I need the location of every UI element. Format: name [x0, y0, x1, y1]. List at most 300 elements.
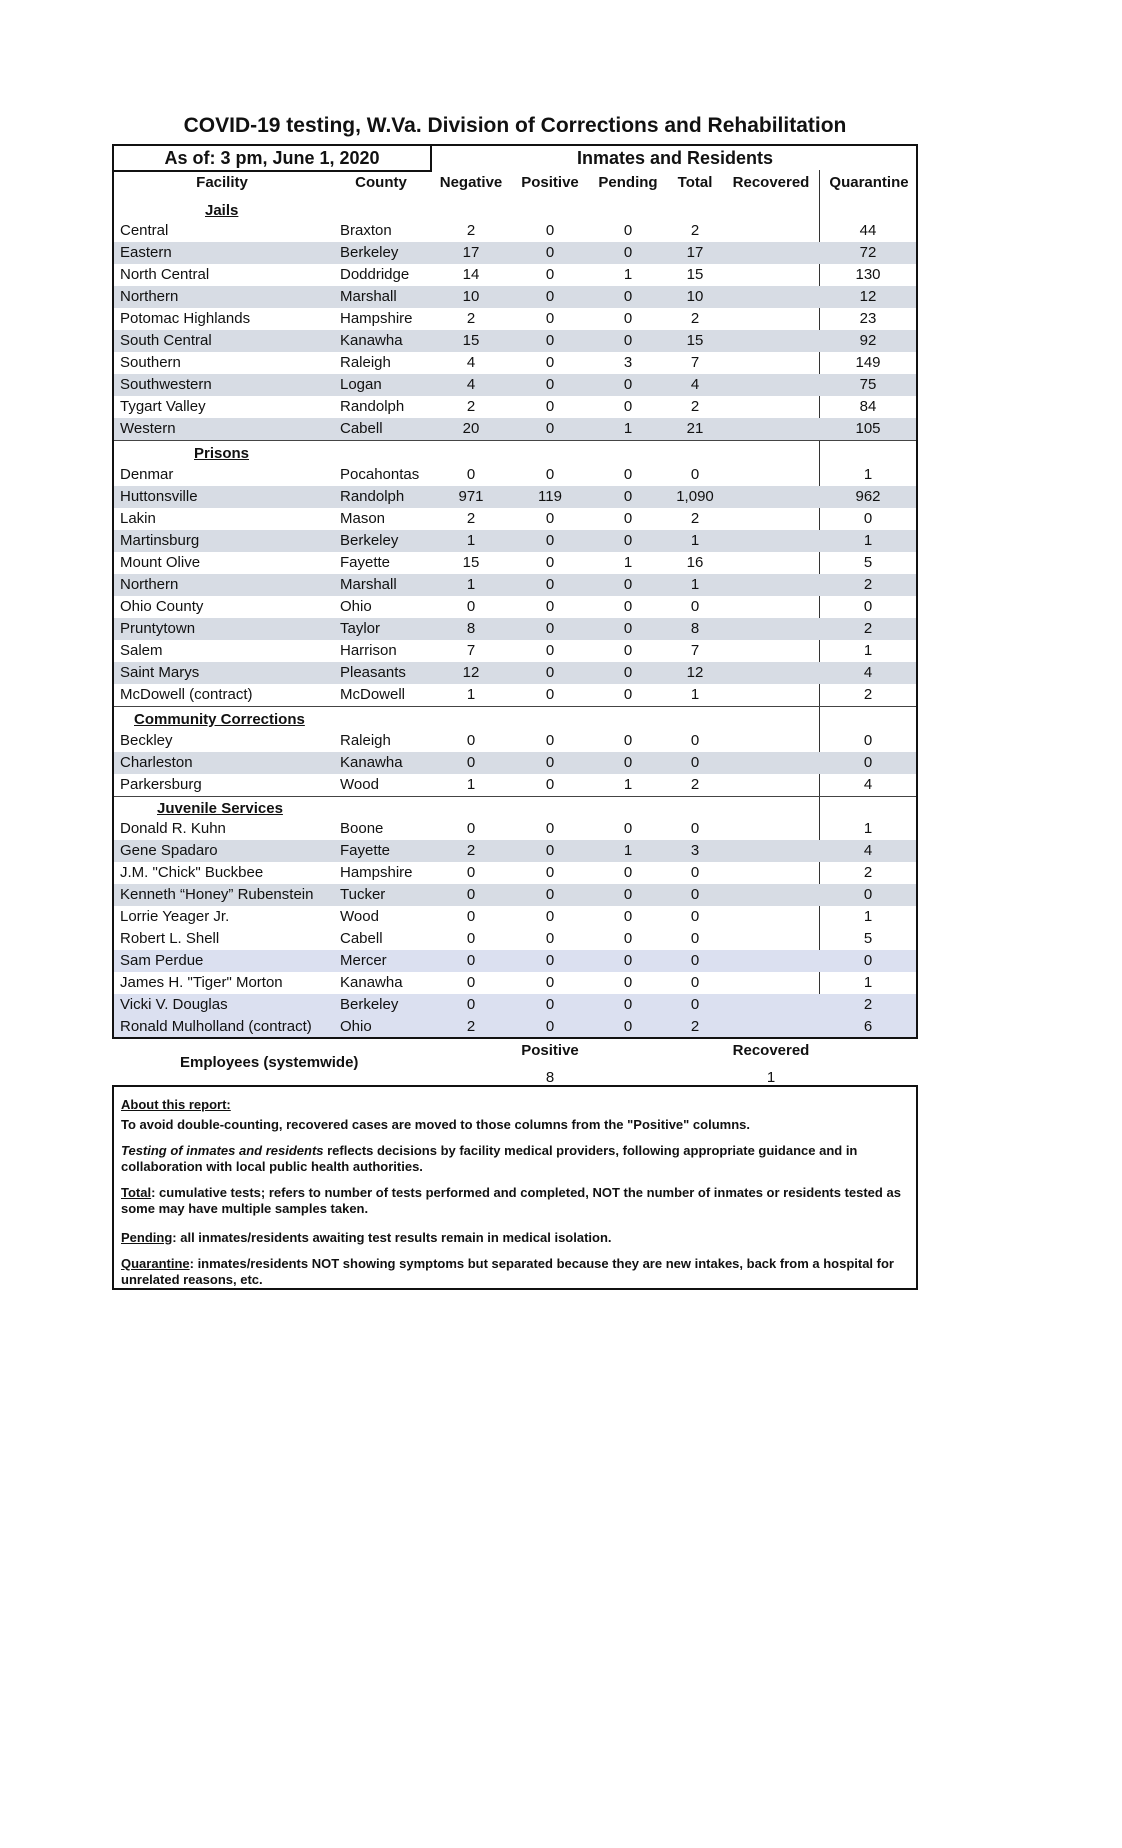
- cell-total: 21: [686, 420, 704, 437]
- cell-negative: 20: [462, 420, 480, 437]
- cell-pending: 1: [623, 420, 633, 437]
- cell-quarantine: 4: [863, 842, 873, 859]
- cell-county: Raleigh: [340, 732, 391, 749]
- notes-heading-text: About this report:: [121, 1097, 231, 1112]
- cell-positive: 0: [545, 576, 555, 593]
- table-row: [114, 220, 916, 242]
- cell-quarantine: 105: [855, 420, 881, 437]
- cell-total: 1,090: [676, 488, 714, 505]
- employees-positive-label: Positive: [521, 1042, 579, 1059]
- inmates-residents-header: Inmates and Residents: [576, 148, 774, 168]
- cell-positive: 0: [545, 776, 555, 793]
- cell-facility: Lorrie Yeager Jr.: [120, 908, 230, 925]
- cell-negative: 1: [466, 686, 476, 703]
- cell-pending: 0: [623, 222, 633, 239]
- cell-quarantine: 0: [863, 754, 873, 771]
- cell-negative: 0: [466, 974, 476, 991]
- cell-positive: 0: [545, 908, 555, 925]
- table-row: [114, 418, 916, 440]
- cell-facility: McDowell (contract): [120, 686, 253, 703]
- cell-facility: Martinsburg: [120, 532, 200, 549]
- cell-quarantine: 2: [863, 996, 873, 1013]
- note-testing: [121, 1143, 911, 1175]
- cell-positive: 0: [545, 332, 555, 349]
- cell-county: Ohio: [340, 1018, 372, 1035]
- table-row: [114, 972, 916, 994]
- cell-facility: Mount Olive: [120, 554, 201, 571]
- cell-quarantine: 4: [863, 664, 873, 681]
- note-pending-term: Pending: [121, 1230, 173, 1245]
- employees-label: Employees (systemwide): [180, 1054, 359, 1071]
- cell-positive: 0: [545, 554, 555, 571]
- cell-facility: Potomac Highlands: [120, 310, 251, 327]
- cell-county: Fayette: [340, 842, 391, 859]
- cell-total: 10: [686, 288, 704, 305]
- cell-total: 16: [686, 554, 704, 571]
- cell-facility: Northern: [120, 288, 179, 305]
- cell-county: Harrison: [340, 642, 397, 659]
- note-pending: [121, 1230, 911, 1246]
- cell-county: Pleasants: [340, 664, 406, 681]
- cell-pending: 1: [623, 842, 633, 859]
- cell-total: 0: [690, 974, 700, 991]
- cell-total: 15: [686, 332, 704, 349]
- cell-pending: 0: [623, 930, 633, 947]
- cell-negative: 2: [466, 222, 476, 239]
- cell-county: Hampshire: [340, 310, 413, 327]
- cell-quarantine: 5: [863, 930, 873, 947]
- table-row: [114, 818, 916, 840]
- employees-recovered-value: 1: [766, 1069, 776, 1086]
- cell-negative: 0: [466, 466, 476, 483]
- cell-quarantine: 1: [863, 908, 873, 925]
- employees-recovered-label: Recovered: [732, 1042, 810, 1059]
- cell-county: Berkeley: [340, 996, 399, 1013]
- cell-positive: 0: [545, 532, 555, 549]
- cell-negative: 0: [466, 598, 476, 615]
- table-row: [114, 508, 916, 530]
- note-quarantine: [121, 1256, 911, 1288]
- cell-pending: 0: [623, 576, 633, 593]
- cell-facility: Tygart Valley: [120, 398, 206, 415]
- cell-quarantine: 1: [863, 466, 873, 483]
- cell-quarantine: 23: [859, 310, 877, 327]
- cell-quarantine: 1: [863, 642, 873, 659]
- table-row: [114, 596, 916, 618]
- cell-quarantine: 149: [855, 354, 881, 371]
- cell-county: Raleigh: [340, 354, 391, 371]
- table-row: [114, 950, 916, 972]
- as-of-date: As of: 3 pm, June 1, 2020: [112, 144, 432, 172]
- notes-heading: [121, 1097, 911, 1113]
- cell-pending: 0: [623, 288, 633, 305]
- cell-facility: Salem: [120, 642, 163, 659]
- cell-positive: 0: [545, 620, 555, 637]
- table-row: [114, 906, 916, 928]
- employees-positive-value: 8: [545, 1069, 555, 1086]
- cell-positive: 0: [545, 420, 555, 437]
- cell-pending: 0: [623, 1018, 633, 1035]
- cell-positive: 0: [545, 266, 555, 283]
- cell-county: Kanawha: [340, 754, 403, 771]
- cell-county: Ohio: [340, 598, 372, 615]
- section-header: Prisons: [194, 445, 250, 462]
- note-quarantine-term: Quarantine: [121, 1256, 190, 1271]
- cell-pending: 0: [623, 864, 633, 881]
- cell-county: Randolph: [340, 398, 405, 415]
- col-recovered: Recovered: [732, 174, 810, 191]
- cell-total: 2: [690, 510, 700, 527]
- section-header: Jails: [205, 202, 239, 219]
- cell-negative: 0: [466, 732, 476, 749]
- cell-facility: Denmar: [120, 466, 174, 483]
- cell-total: 0: [690, 732, 700, 749]
- cell-facility: Kenneth “Honey” Rubenstein: [120, 886, 314, 903]
- cell-negative: 0: [466, 930, 476, 947]
- cell-pending: 0: [623, 974, 633, 991]
- cell-negative: 0: [466, 864, 476, 881]
- cell-quarantine: 4: [863, 776, 873, 793]
- cell-facility: Ronald Mulholland (contract): [120, 1018, 312, 1035]
- table-row: [114, 352, 916, 374]
- cell-positive: 0: [545, 354, 555, 371]
- cell-total: 12: [686, 664, 704, 681]
- cell-pending: 0: [623, 398, 633, 415]
- table-row: [114, 486, 916, 508]
- table-row: [114, 730, 916, 752]
- table-row: [114, 286, 916, 308]
- cell-facility: Sam Perdue: [120, 952, 204, 969]
- table-row: [114, 840, 916, 862]
- cell-pending: 0: [623, 310, 633, 327]
- cell-pending: 1: [623, 776, 633, 793]
- cell-total: 0: [690, 908, 700, 925]
- cell-positive: 0: [545, 864, 555, 881]
- cell-facility: Lakin: [120, 510, 156, 527]
- cell-county: Hampshire: [340, 864, 413, 881]
- cell-positive: 0: [545, 598, 555, 615]
- cell-quarantine: 0: [863, 510, 873, 527]
- cell-quarantine: 1: [863, 532, 873, 549]
- cell-county: Wood: [340, 908, 379, 925]
- cell-county: Fayette: [340, 554, 391, 571]
- cell-total: 15: [686, 266, 704, 283]
- cell-positive: 119: [538, 488, 562, 505]
- table-row: [114, 374, 916, 396]
- cell-county: Randolph: [340, 488, 405, 505]
- cell-negative: 971: [458, 488, 484, 505]
- section-divider: [114, 440, 916, 441]
- col-negative: Negative: [439, 174, 503, 191]
- cell-positive: 0: [545, 310, 555, 327]
- cell-pending: 0: [623, 532, 633, 549]
- cell-pending: 0: [623, 642, 633, 659]
- cell-total: 1: [690, 532, 700, 549]
- cell-facility: Central: [120, 222, 169, 239]
- cell-quarantine: 84: [859, 398, 877, 415]
- cell-positive: 0: [545, 952, 555, 969]
- cell-facility: Charleston: [120, 754, 193, 771]
- cell-positive: 0: [545, 244, 555, 261]
- cell-pending: 0: [623, 598, 633, 615]
- cell-pending: 0: [623, 664, 633, 681]
- cell-county: Tucker: [340, 886, 386, 903]
- cell-pending: 0: [623, 732, 633, 749]
- table-row: [114, 396, 916, 418]
- cell-negative: 15: [462, 332, 480, 349]
- cell-total: 2: [690, 310, 700, 327]
- cell-negative: 0: [466, 996, 476, 1013]
- cell-facility: Northern: [120, 576, 179, 593]
- cell-total: 1: [690, 576, 700, 593]
- cell-negative: 2: [466, 1018, 476, 1035]
- cell-pending: 0: [623, 510, 633, 527]
- cell-positive: 0: [545, 642, 555, 659]
- cell-total: 0: [690, 864, 700, 881]
- cell-facility: South Central: [120, 332, 212, 349]
- section-divider: [114, 706, 916, 707]
- cell-negative: 2: [466, 842, 476, 859]
- cell-pending: 0: [623, 952, 633, 969]
- cell-negative: 8: [466, 620, 476, 637]
- cell-pending: 0: [623, 244, 633, 261]
- cell-pending: 3: [623, 354, 633, 371]
- cell-total: 4: [690, 376, 700, 393]
- col-facility: Facility: [196, 174, 248, 191]
- cell-quarantine: 0: [863, 732, 873, 749]
- cell-pending: 0: [623, 686, 633, 703]
- cell-positive: 0: [545, 376, 555, 393]
- cell-facility: Ohio County: [120, 598, 204, 615]
- cell-pending: 0: [623, 886, 633, 903]
- cell-county: Cabell: [340, 420, 383, 437]
- cell-quarantine: 75: [859, 376, 877, 393]
- cell-total: 8: [690, 620, 700, 637]
- cell-quarantine: 1: [863, 820, 873, 837]
- table-row: [114, 684, 916, 706]
- table-row: [114, 752, 916, 774]
- cell-positive: 0: [545, 222, 555, 239]
- cell-quarantine: 962: [855, 488, 881, 505]
- cell-negative: 0: [466, 952, 476, 969]
- cell-pending: 0: [623, 332, 633, 349]
- cell-pending: 1: [623, 554, 633, 571]
- col-pending: Pending: [598, 174, 658, 191]
- cell-negative: 1: [466, 532, 476, 549]
- cell-county: Berkeley: [340, 532, 399, 549]
- cell-pending: 0: [623, 908, 633, 925]
- cell-facility: Vicki V. Douglas: [120, 996, 228, 1013]
- cell-total: 2: [690, 222, 700, 239]
- cell-negative: 10: [462, 288, 480, 305]
- col-positive: Positive: [521, 174, 579, 191]
- cell-negative: 4: [466, 376, 476, 393]
- cell-quarantine: 2: [863, 620, 873, 637]
- cell-negative: 1: [466, 776, 476, 793]
- cell-facility: Pruntytown: [120, 620, 196, 637]
- cell-quarantine: 130: [855, 266, 881, 283]
- cell-quarantine: 6: [863, 1018, 873, 1035]
- cell-facility: Eastern: [120, 244, 172, 261]
- cell-county: Braxton: [340, 222, 392, 239]
- cell-pending: 0: [623, 466, 633, 483]
- cell-pending: 0: [623, 996, 633, 1013]
- cell-positive: 0: [545, 686, 555, 703]
- cell-pending: 1: [623, 266, 633, 283]
- cell-positive: 0: [545, 664, 555, 681]
- cell-total: 2: [690, 776, 700, 793]
- cell-total: 2: [690, 398, 700, 415]
- table-row: [114, 862, 916, 884]
- cell-total: 17: [686, 244, 704, 261]
- table-row: [114, 530, 916, 552]
- note-total-term: Total: [121, 1185, 152, 1200]
- table-row: [114, 308, 916, 330]
- cell-positive: 0: [545, 288, 555, 305]
- table-row: [114, 330, 916, 352]
- cell-negative: 15: [462, 554, 480, 571]
- cell-facility: J.M. "Chick" Buckbee: [120, 864, 264, 881]
- cell-county: Pocahontas: [340, 466, 420, 483]
- cell-facility: Saint Marys: [120, 664, 200, 681]
- table-row: [114, 774, 916, 796]
- cell-negative: 0: [466, 886, 476, 903]
- cell-facility: Southern: [120, 354, 181, 371]
- cell-positive: 0: [545, 842, 555, 859]
- cell-facility: Parkersburg: [120, 776, 202, 793]
- note-double-counting: To avoid double-counting, recovered cases are moved to those columns from the "Positive" columns.: [121, 1117, 750, 1132]
- cell-county: Logan: [340, 376, 382, 393]
- cell-quarantine: 72: [859, 244, 877, 261]
- note-testing-rest: reflects decisions by facility medical providers, following appropriate guidance and in collaboration with local public health authorities.: [121, 1143, 858, 1174]
- cell-pending: 0: [623, 754, 633, 771]
- cell-total: 2: [690, 1018, 700, 1035]
- cell-positive: 0: [545, 820, 555, 837]
- table-row: [114, 662, 916, 684]
- cell-facility: Huttonsville: [120, 488, 198, 505]
- cell-county: Kanawha: [340, 974, 403, 991]
- cell-negative: 14: [462, 266, 480, 283]
- cell-pending: 0: [623, 376, 633, 393]
- cell-county: Berkeley: [340, 244, 399, 261]
- table-row: [114, 640, 916, 662]
- cell-total: 7: [690, 642, 700, 659]
- cell-quarantine: 0: [863, 598, 873, 615]
- cell-county: McDowell: [340, 686, 406, 703]
- cell-quarantine: 2: [863, 864, 873, 881]
- cell-positive: 0: [545, 754, 555, 771]
- table-row: [114, 618, 916, 640]
- cell-total: 0: [690, 886, 700, 903]
- cell-pending: 0: [623, 620, 633, 637]
- cell-total: 0: [690, 466, 700, 483]
- cell-facility: Beckley: [120, 732, 173, 749]
- table-row: [114, 464, 916, 486]
- report-title: COVID-19 testing, W.Va. Division of Corrections and Rehabilitation: [183, 114, 847, 137]
- cell-quarantine: 0: [863, 952, 873, 969]
- cell-total: 0: [690, 952, 700, 969]
- table-row: [114, 242, 916, 264]
- cell-total: 0: [690, 754, 700, 771]
- cell-positive: 0: [545, 732, 555, 749]
- cell-quarantine: 2: [863, 576, 873, 593]
- note-pending-def: : all inmates/residents awaiting test results remain in medical isolation.: [172, 1230, 612, 1245]
- cell-county: Mercer: [340, 952, 387, 969]
- cell-county: Mason: [340, 510, 386, 527]
- cell-quarantine: 5: [863, 554, 873, 571]
- cell-facility: Western: [120, 420, 176, 437]
- table-row: [114, 928, 916, 950]
- section-header: Community Corrections: [134, 711, 305, 728]
- cell-county: Cabell: [340, 930, 383, 947]
- cell-facility: Gene Spadaro: [120, 842, 218, 859]
- cell-total: 0: [690, 598, 700, 615]
- note-total: [121, 1185, 911, 1217]
- cell-positive: 0: [545, 1018, 555, 1035]
- cell-positive: 0: [545, 996, 555, 1013]
- cell-county: Kanawha: [340, 332, 403, 349]
- col-total: Total: [677, 174, 713, 191]
- cell-quarantine: 44: [859, 222, 877, 239]
- cell-county: Marshall: [340, 288, 397, 305]
- cell-total: 0: [690, 996, 700, 1013]
- table-row: [114, 552, 916, 574]
- table-row: [114, 574, 916, 596]
- cell-positive: 0: [545, 510, 555, 527]
- cell-total: 3: [690, 842, 700, 859]
- cell-positive: 0: [545, 466, 555, 483]
- cell-negative: 4: [466, 354, 476, 371]
- cell-negative: 7: [466, 642, 476, 659]
- cell-facility: Southwestern: [120, 376, 212, 393]
- cell-county: Boone: [340, 820, 384, 837]
- cell-quarantine: 0: [863, 886, 873, 903]
- note-total-def: : cumulative tests; refers to number of tests performed and completed, NOT the number of inmates or residents tested as some may have multiple samples taken.: [121, 1185, 901, 1216]
- cell-negative: 0: [466, 754, 476, 771]
- cell-positive: 0: [545, 930, 555, 947]
- cell-county: Doddridge: [340, 266, 410, 283]
- cell-facility: Robert L. Shell: [120, 930, 220, 947]
- cell-negative: 0: [466, 820, 476, 837]
- table-row: [114, 264, 916, 286]
- cell-county: Marshall: [340, 576, 397, 593]
- cell-facility: Donald R. Kuhn: [120, 820, 226, 837]
- note-testing-lead: Testing of inmates and residents: [121, 1143, 324, 1158]
- cell-positive: 0: [545, 886, 555, 903]
- cell-quarantine: 2: [863, 686, 873, 703]
- col-quarantine: Quarantine: [829, 174, 909, 191]
- col-county: County: [355, 174, 407, 191]
- cell-total: 0: [690, 820, 700, 837]
- table-row: [114, 994, 916, 1016]
- cell-quarantine: 92: [859, 332, 877, 349]
- cell-pending: 0: [623, 820, 633, 837]
- note-quarantine-def: : inmates/residents NOT showing symptoms but separated because they are new intakes, back from a hospital for unrelated reasons, etc.: [121, 1256, 894, 1287]
- cell-county: Taylor: [340, 620, 381, 637]
- cell-quarantine: 12: [859, 288, 877, 305]
- cell-negative: 17: [462, 244, 480, 261]
- cell-negative: 2: [466, 510, 476, 527]
- section-header: Juvenile Services: [157, 800, 283, 817]
- cell-negative: 2: [466, 398, 476, 415]
- cell-total: 7: [690, 354, 700, 371]
- cell-positive: 0: [545, 974, 555, 991]
- cell-negative: 2: [466, 310, 476, 327]
- section-divider: [114, 796, 916, 797]
- table-row: [114, 1016, 916, 1038]
- cell-pending: 0: [623, 488, 633, 505]
- table-row: [114, 884, 916, 906]
